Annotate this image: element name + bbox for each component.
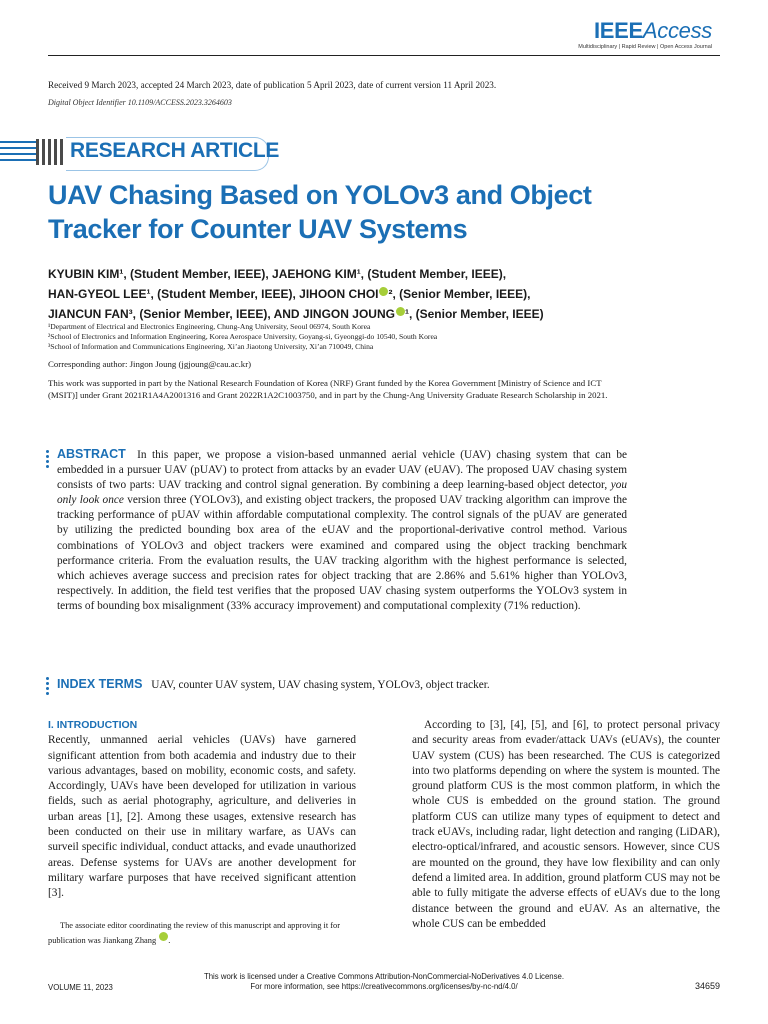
- index-dots-icon: [46, 677, 50, 697]
- license-line-1: This work is licensed under a Creative Commons Attribution-NonCommercial-NoDerivatives 4.0 License.: [203, 972, 565, 981]
- article-type: RESEARCH ARTICLE: [70, 139, 280, 162]
- intro-left-column: [48, 718, 356, 902]
- journal-logo: [578, 20, 712, 50]
- author-line-2: HAN-GYEOL LEE¹, (Student Member, IEEE), JIHOON CHOI: [48, 287, 379, 301]
- editor-footnote: The associate editor coordinating the review of this manuscript and approving it for publication was Jiankang Zhang .: [48, 921, 341, 945]
- paper-title: [48, 178, 688, 246]
- abstract: [57, 447, 627, 614]
- orcid-icon[interactable]: [159, 932, 168, 941]
- index-terms-text: UAV, counter UAV system, UAV chasing system, YOLOv3, object tracker.: [151, 679, 490, 691]
- header-rule: [48, 55, 720, 56]
- abstract-text-a: In this paper, we propose a vision-based unmanned aerial vehicle (UAV) chasing system that can be embedded in a pursuer UAV (pUAV) to protect from attacks by an evader UAV (eUAV). The proposed UAV chasing system consists of two parts: UAV tracking and control signal generation. By combining a deep learning-based object detector,: [57, 449, 628, 492]
- author-line-2-rest: ², (Senior Member, IEEE),: [388, 287, 531, 301]
- logo-tagline: Multidisciplinary | Rapid Review | Open Access Journal: [578, 44, 712, 50]
- page-number: 34659: [694, 981, 720, 991]
- title-line-2: Tracker for Counter UAV Systems: [48, 214, 468, 244]
- logo-journal: Access: [642, 18, 712, 43]
- abstract-heading: ABSTRACT: [57, 447, 126, 461]
- volume: VOLUME 11, 2023: [48, 983, 113, 992]
- abstract-text-b: version three (YOLOv3), and existing object trackers, the proposed UAV tracking algorithm can improve the tracking performance of pUAV within affordable computational complexity. The control signals of the pUAV are generated by utilizing the predicted bounding box area of the eUAV and the proportional-derivative control method. Various combinations of YOLOv3 and object trackers were examined and compared using the object tracking benchmark performance criteria. From the evaluation results, the UAV tracking algorithm with the highest performance is selected, which achieves average success and precision rates for object tracking that are 2.86% and 5.61% higher than YOLOv3, respectively. In addition, the field test verifies that the proposed UAV chasing system outperforms the YOLOv3 system in terms of bounding box misalignment (33% accuracy improvement) and computational complexity (71% reduction).: [57, 494, 628, 612]
- orcid-icon[interactable]: [396, 307, 405, 316]
- index-terms: [57, 677, 677, 693]
- author-list: [48, 264, 708, 324]
- intro-right-column: [412, 718, 720, 932]
- received-dates: Received 9 March 2023, accepted 24 March 2023, date of publication 5 April 2023, date of current version 11 April 2023.: [48, 80, 497, 90]
- intro-paragraph-1: Recently, unmanned aerial vehicles (UAVs) have garnered significant attention from both academia and industry due to their various advantages, based on mobility, economic costs, and safety. Accordingly, UAVs have been developed for utilization in various fields, such as aerial photography, agriculture, and deliveries in urban areas [1], [2]. Among these usages, extensive research has been conducted on their use in military warfare, as UAVs can surveil specific individual, conduct attacks, and evade unauthorized areas. Defense systems for UAVs are another development for military warfare purposes that have received significant attention [3].: [48, 734, 356, 900]
- author-line-3: JIANCUN FAN³, (Senior Member, IEEE), AND JINGON JOUNG: [48, 307, 395, 321]
- title-line-1: UAV Chasing Based on YOLOv3 and Object: [48, 180, 592, 210]
- index-terms-heading: INDEX TERMS: [57, 677, 143, 691]
- author-line-1: KYUBIN KIM¹, (Student Member, IEEE), JAEHONG KIM¹, (Student Member, IEEE),: [48, 267, 507, 281]
- affiliation-1: ¹Department of Electrical and Electronics Engineering, Chung-Ang University, Seoul 06974, South Korea: [48, 322, 371, 331]
- license-notice: [0, 972, 768, 992]
- corresponding-author: Corresponding author: Jingon Joung (jgjoung@cau.ac.kr): [48, 359, 252, 369]
- author-line-3-rest: ¹, (Senior Member, IEEE): [404, 307, 544, 321]
- abstract-emphasis: you only look once: [57, 479, 628, 507]
- affiliations: [48, 322, 708, 353]
- footnote-text: The associate editor coordinating the review of this manuscript and approving it for publication was Jiankang Zhang: [48, 921, 341, 945]
- affiliation-3: ³School of Information and Communications Engineering, Xi’an Jiaotong University, Xi’an 710049, China: [48, 342, 374, 352]
- abstract-dots-icon: [46, 450, 50, 470]
- doi[interactable]: Digital Object Identifier 10.1109/ACCESS.2023.3264603: [48, 98, 232, 107]
- license-line-2[interactable]: For more information, see https://creativecommons.org/licenses/by-nc-nd/4.0/: [250, 982, 518, 991]
- intro-heading: I. INTRODUCTION: [48, 719, 138, 731]
- logo-brand: IEEE: [593, 18, 643, 43]
- affiliation-2: ²School of Electronics and Information Engineering, Korea Aerospace University, Goyang-si, Gyeonggi-do 10540, South Korea: [48, 332, 438, 342]
- funding-statement: This work was supported in part by the National Research Foundation of Korea (NRF) Grant funded by the Korea Government [Ministry of Science and ICT (MSIT)] under Grant 2021R1A4A2001316 and Grant 2022R1A2C1003750, and in part by the Chung-Ang University Graduate Research Scholarship in 2021.: [48, 378, 608, 400]
- ribbon-bars-icon: [0, 137, 68, 167]
- intro-paragraph-2: According to [3], [4], [5], and [6], to protect personal privacy and security areas from evader/attack UAVs (eUAVs), the counter UAV system (CUS) has been researched. The CUS is categorized into two platforms depending on where the system is mounted. The ground platform CUS is the most common platform, in which the whole CUS is embedded on the ground station. The ground platform CUS can utilize many types of equipment to detect and track eUAVs, including radar, light detection and ranging (LiDAR), electro-optical/infrared, and acoustic sensors. However, since CUS are mounted on the ground, they have low flexibility and can only defend a limited area. In addition, ground platform CUS may not be able to fully mitigate the adverse effects of eUAVs due to the long distance between the ground and eUAV. As an alternative, the whole CUS can be embedded: [412, 719, 720, 930]
